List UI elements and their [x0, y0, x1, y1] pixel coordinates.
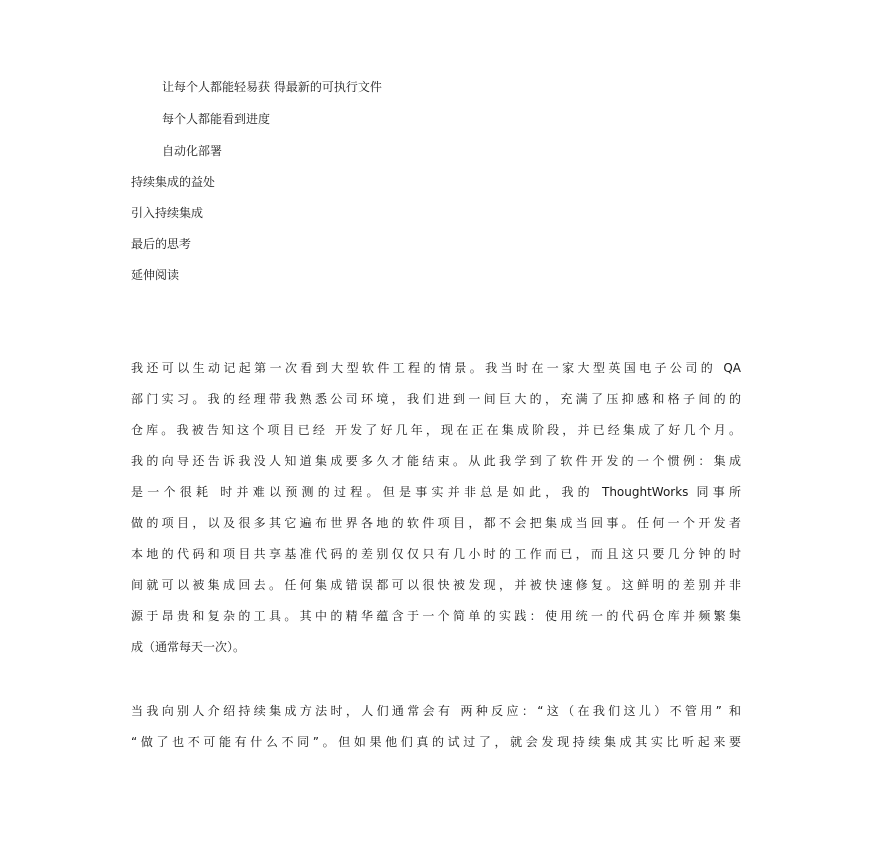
body-paragraph — [131, 360, 741, 655]
paragraph-line: 仓库。我被告知这个项目已经 开发了好几年，现在正在集成阶段，并已经集成了好几个月。 — [131, 423, 741, 437]
body-paragraph — [131, 703, 741, 750]
paragraph-line: 成（通常每天一次）。 — [131, 640, 246, 654]
paragraph-line: 间就可以被集成回去。任何集成错误都可以很快被发现，并被快速修复。这鲜明的差别并非 — [131, 578, 741, 592]
toc-item: 持续集成的益处 — [131, 175, 216, 189]
paragraph-line: 是一个很耗 时并难以预测的过程。但是事实并非总是如此，我的 ThoughtWorks 同事所 — [131, 485, 741, 499]
toc-item: 引入持续集成 — [131, 206, 204, 220]
toc-item: 延伸阅读 — [131, 268, 180, 282]
toc-sub-item: 每个人都能看到进度 — [162, 112, 271, 126]
paragraph-line: 部门实习。我的经理带我熟悉公司环境，我们进到一间巨大的，充满了压抑感和格子间的的 — [131, 392, 741, 406]
paragraph-line: 我还可以生动记起第一次看到大型软件工程的情景。我当时在一家大型英国电子公司的 QA — [131, 361, 741, 375]
paragraph-line: 当我向别人介绍持续集成方法时，人们通常会有 两种反应：“这（在我们这儿）不管用” 和 — [131, 704, 741, 718]
toc-sub-item: 自动化部署 — [162, 144, 223, 158]
paragraph-line: 做的项目，以及很多其它遍布世界各地的软件项目，都不会把集成当回事。任何一个开发者 — [131, 516, 741, 530]
paragraph-line: 本地的代码和项目共享基准代码的差别仅仅只有几小时的工作而已，而且这只要几分钟的时 — [131, 547, 741, 561]
paragraph-line: “做了也不可能有什么不同”。但如果他们真的试过了，就会发现持续集成其实比听起来要 — [131, 735, 741, 749]
toc-item: 最后的思考 — [131, 237, 192, 251]
toc-sub-item: 让每个人都能轻易获 得最新的可执行文件 — [162, 80, 382, 94]
paragraph-line: 源于昂贵和复杂的工具。其中的精华蕴含于一个简单的实践：使用统一的代码仓库并频繁集 — [131, 609, 741, 623]
paragraph-line: 我的向导还告诉我没人知道集成要多久才能结束。从此我学到了软件开发的一个惯例：集成 — [131, 454, 741, 468]
